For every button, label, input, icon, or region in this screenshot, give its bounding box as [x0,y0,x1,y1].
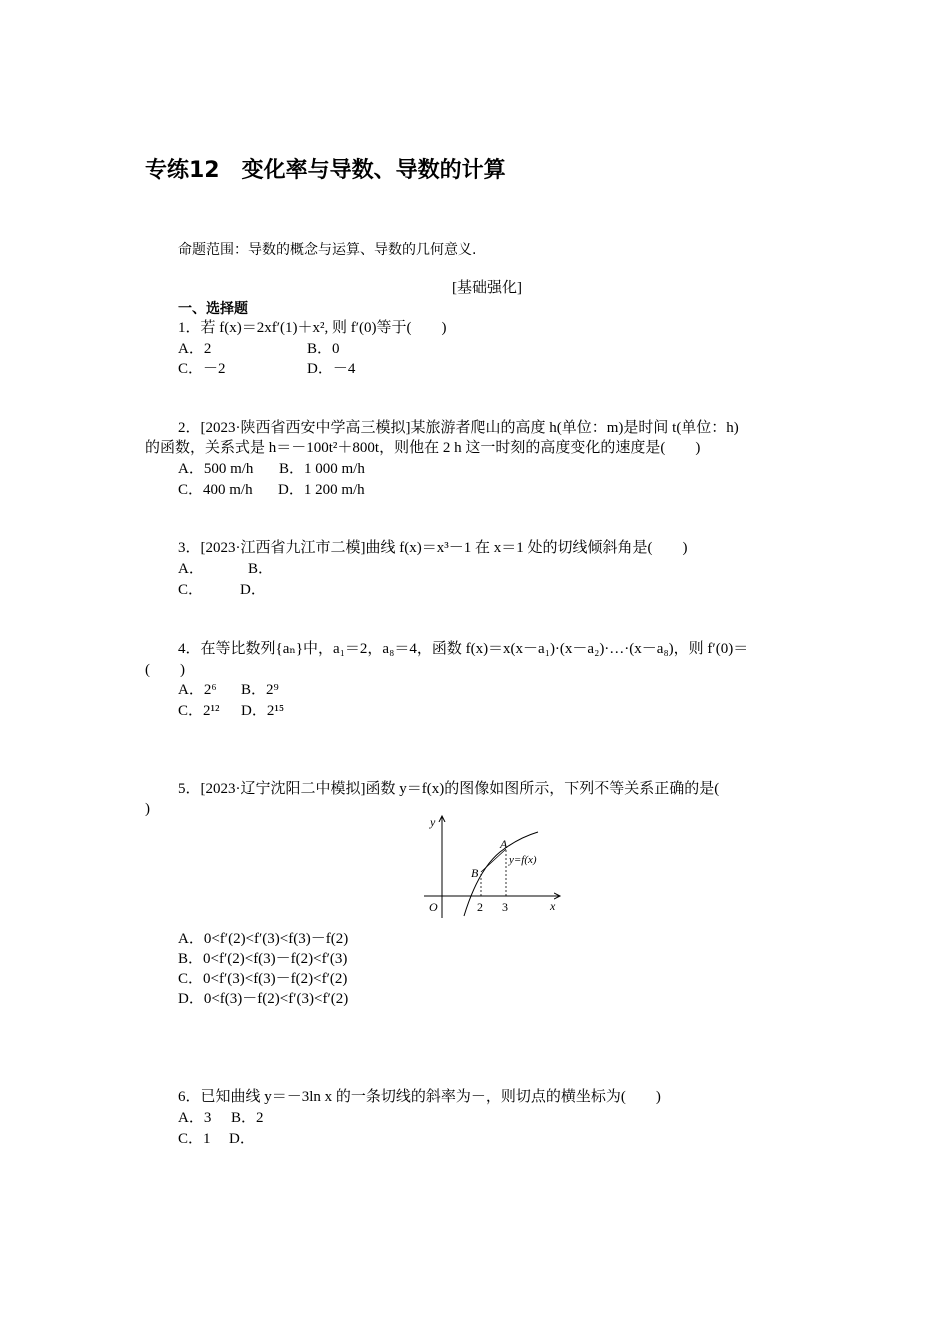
option-a: A．3 [178,1110,212,1126]
option-a: A．0<f′(2)<f′(3)<f(3)－f(2) [178,931,349,947]
chord-ab [481,849,506,872]
tick-3-label: 3 [502,900,508,914]
point-b-label: B [471,866,479,880]
function-graph-figure [418,812,568,922]
question-stem-cont: ) [145,801,150,817]
option-a: A．2⁶ [178,682,217,698]
question-stem: 3．[2023·江西省九江市二模]曲线 f(x)＝x³－1 在 x＝1 处的切线倾斜角是( ) [178,540,688,556]
y-axis-label: y [430,815,436,829]
option-c: C．0<f′(3)<f(3)－f(2)<f′(2) [178,971,348,987]
option-d: D．2¹⁵ [241,703,285,719]
point-a-label: A [500,837,508,851]
option-a: A． [178,561,204,577]
option-b: B．2 [231,1110,264,1126]
option-c: C．2¹² [178,703,220,719]
question-stem: 5．[2023·辽宁沈阳二中模拟]函数 y＝f(x)的图像如图所示，下列不等关系正确的是( [178,781,720,797]
origin-label: O [429,900,438,914]
question-stem: 1．若 f(x)＝2xf′(1)＋x², 则 f′(0)等于( ) [178,320,447,336]
curve-label: y=f(x) [509,854,537,866]
tick-2-label: 2 [477,900,483,914]
option-d: D． [229,1131,255,1147]
option-b: B．0<f′(2)<f(3)－f(2)<f′(3) [178,951,348,967]
x-axis-label: x [550,899,556,913]
option-a: A．500 m/h [178,461,254,477]
option-c: C．1 [178,1131,211,1147]
scope-line: 命题范围：导数的概念与运算、导数的几何意义. [178,242,477,258]
option-a: A．2 [178,341,212,357]
option-d: D． [240,582,266,598]
question-stem-cont: 的函数，关系式是 h＝－100t²＋800t，则他在 2 h 这一时刻的高度变化的速度是( ) [145,440,701,456]
part-heading: 一、选择题 [178,301,248,317]
option-b: B．1 000 m/h [279,461,365,477]
section-label: [基础强化] [452,280,522,296]
option-c: C． [178,582,204,598]
option-d: D．0<f(3)－f(2)<f′(3)<f′(2) [178,991,349,1007]
option-b: B．0 [307,341,340,357]
question-stem: 6．已知曲线 y＝－3ln x 的一条切线的斜率为－，则切点的横坐标为( ) [178,1089,661,1105]
page-title: 专练12 变化率与导数、导数的计算 [145,158,506,183]
question-stem: 4．在等比数列{aₙ}中，a₁＝2，a₈＝4，函数 f(x)＝x(x－a₁)·(x－a₂)·…·(x－a₈)，则 f′(0)＝ [178,641,749,657]
question-stem-cont: ( ) [145,662,185,678]
option-d: D．－4 [307,361,356,377]
option-b: B．2⁹ [241,682,279,698]
option-c: C．400 m/h [178,482,253,498]
question-stem: 2．[2023·陕西省西安中学高三模拟]某旅游者爬山的高度 h(单位：m)是时间 t(单位：h) [178,420,739,436]
option-c: C．－2 [178,361,226,377]
option-b: B． [248,561,274,577]
option-d: D．1 200 m/h [278,482,365,498]
